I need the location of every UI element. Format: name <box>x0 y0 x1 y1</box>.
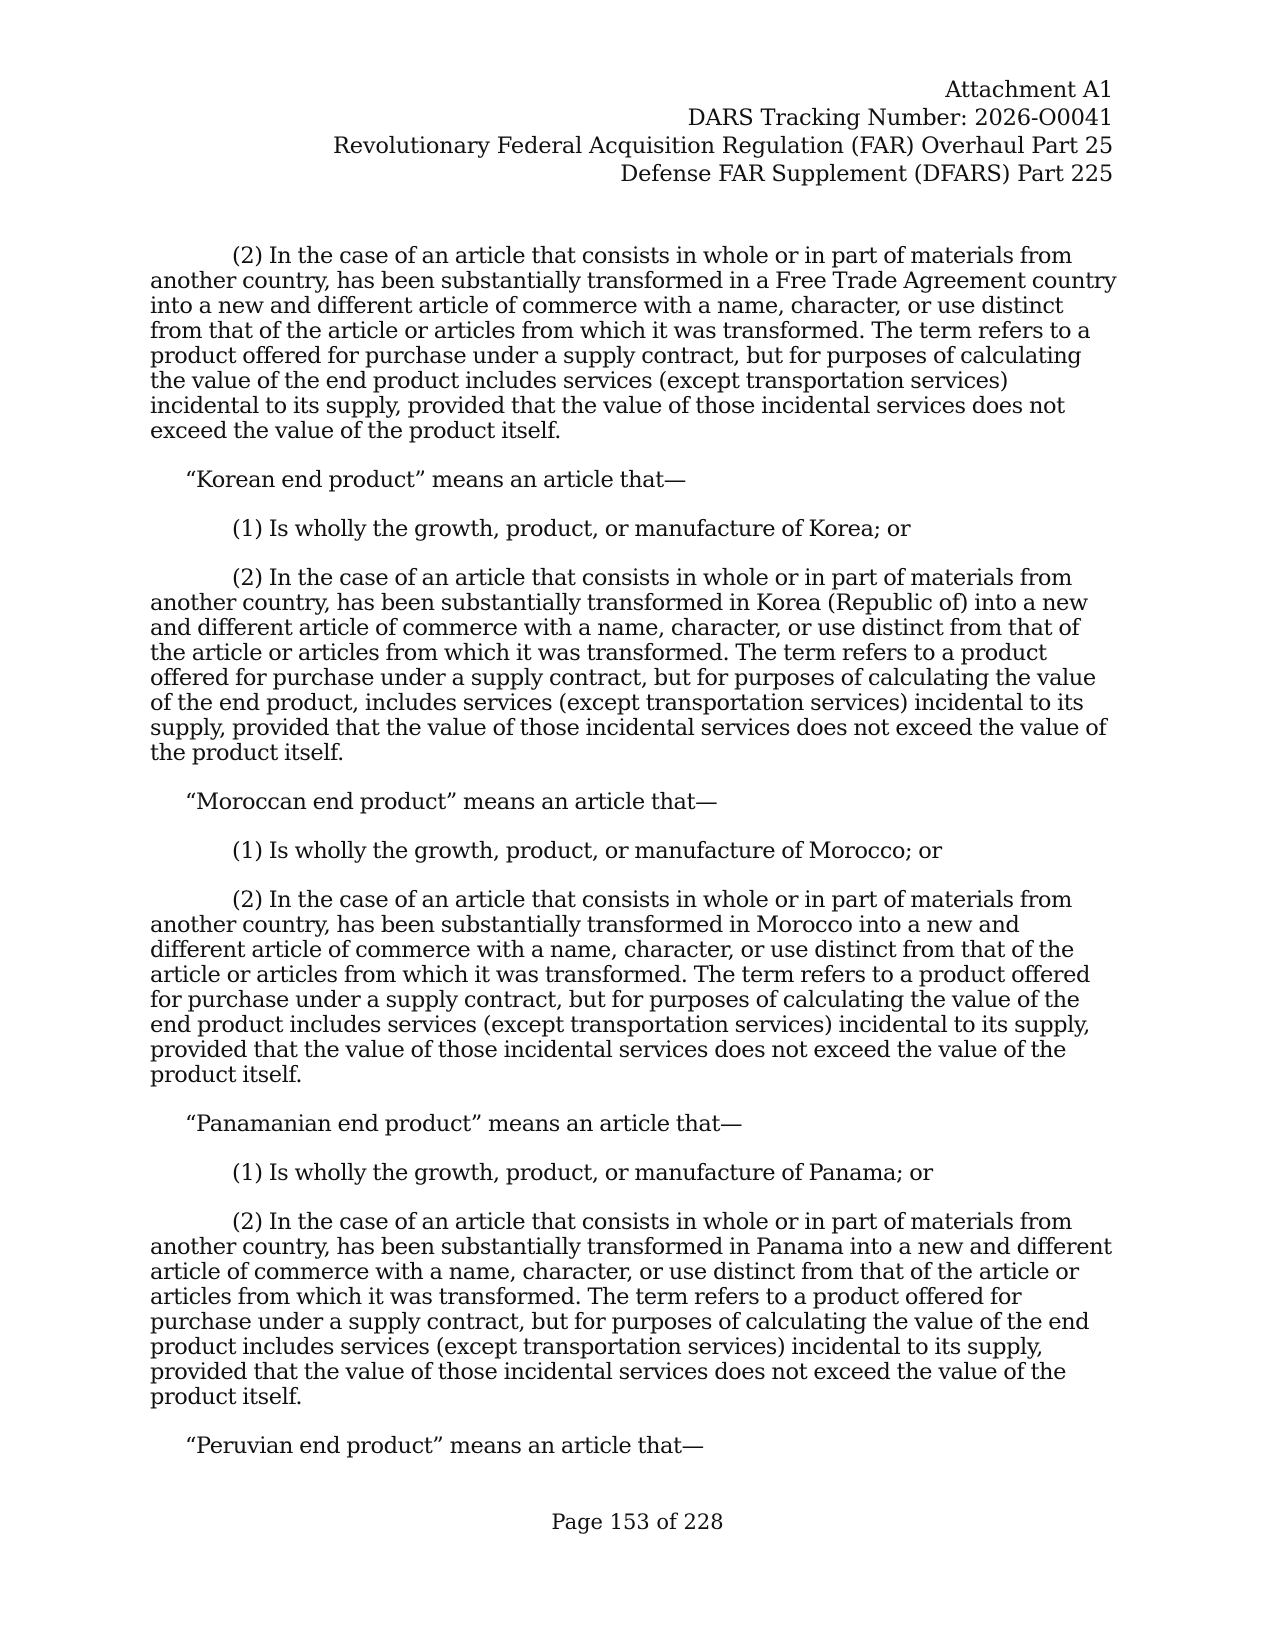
moroccan-end-product-item-2: (2) In the case of an article that consists in whole or in part of materials from another country, has been substantially transformed in Morocco into a new and different article of commerce with a name, character, or use distinct from that of the article or articles from which it was transformed. The term refers to a product offered for purchase under a supply contract, but for purposes of calculating the value of the end product includes services (except transportation services) incidental to its supply, provided that the value of those incidental services does not exceed the value of the product itself. <box>150 887 1090 1088</box>
page-number: Page 153 of 228 <box>551 1510 724 1534</box>
header-far-part: Revolutionary Federal Acquisition Regulation (FAR) Overhaul Part 25 <box>333 133 1113 159</box>
panamanian-end-product-definition: “Panamanian end product” means an article that— <box>185 1111 743 1137</box>
panamanian-end-product-item-1: (1) Is wholly the growth, product, or manufacture of Panama; or <box>232 1160 933 1186</box>
fta-end-product-item-2: (2) In the case of an article that consists in whole or in part of materials from another country, has been substantially transformed in a Free Trade Agreement country into a new and different article of commerce with a name, character, or use distinct from that of the article or articles from which it was transformed. The term refers to a product offered for purchase under a supply contract, but for purposes of calculating the value of the end product includes services (except transportation services) incidental to its supply, provided that the value of those incidental services does not exceed the value of the product itself. <box>150 243 1117 444</box>
korean-end-product-item-2: (2) In the case of an article that consists in whole or in part of materials from another country, has been substantially transformed in Korea (Republic of) into a new and different article of commerce with a name, character, or use distinct from that of the article or articles from which it was transformed. The term refers to a product offered for purchase under a supply contract, but for purposes of calculating the value of the end product, includes services (except transportation services) incidental to its supply, provided that the value of those incidental services does not exceed the value of the product itself. <box>150 565 1107 766</box>
korean-end-product-definition: “Korean end product” means an article that— <box>185 467 686 493</box>
moroccan-end-product-item-1: (1) Is wholly the growth, product, or manufacture of Morocco; or <box>232 838 942 864</box>
moroccan-end-product-definition: “Moroccan end product” means an article that— <box>185 789 718 815</box>
document-body <box>150 244 1118 1483</box>
panamanian-end-product-item-2: (2) In the case of an article that consists in whole or in part of materials from another country, has been substantially transformed in Panama into a new and different article of commerce with a name, character, or use distinct from that of the article or articles from which it was transformed. The term refers to a product offered for purchase under a supply contract, but for purposes of calculating the value of the end product includes services (except transportation services) incidental to its supply, provided that the value of those incidental services does not exceed the value of the product itself. <box>150 1209 1112 1410</box>
header-tracking-number: DARS Tracking Number: 2026-O0041 <box>687 105 1113 131</box>
korean-end-product-item-1: (1) Is wholly the growth, product, or manufacture of Korea; or <box>232 516 911 542</box>
document-header <box>333 76 1113 188</box>
header-dfars-part: Defense FAR Supplement (DFARS) Part 225 <box>620 161 1113 187</box>
header-attachment: Attachment A1 <box>945 77 1113 103</box>
peruvian-end-product-definition: “Peruvian end product” means an article that— <box>185 1433 704 1459</box>
